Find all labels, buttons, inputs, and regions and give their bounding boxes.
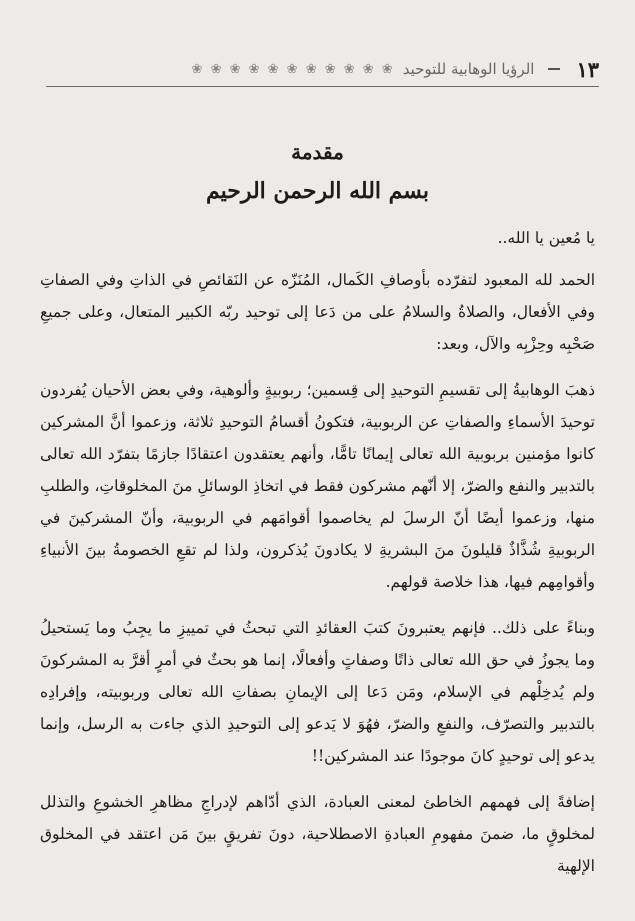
paragraph: الحمد لله المعبود لتفرّده بأوصافِ الكَمال، المُنَزّه عن النَقائصِ في الذاتِ وفي الصفاتِ وفي الأفعال، والصلاةُ والسلامُ على من دَعا إلى توحيد ربّه الكبير المتعال، وعلى جميعِ صَحْبِه وحِزْبِه والآل، وبعد: [40,271,595,353]
page-body [40,140,595,896]
page-number: ١٣ [576,56,599,82]
running-header [46,52,599,87]
paragraph: ذهبَ الوهابيةُ إلى تقسيمِ التوحيدِ إلى قِسمين؛ ربوبيةٍ وألوهية، وفي بعض الأحيان يُفردون توحيدَ الأسماءِ والصفاتِ عن الربوبية، فتكونُ أقسامُ التوحيدِ ثلاثة، وزعموا أنَّ المشركين كانوا مؤمنين بربوبية الله تعالى إيمانًا تامًّا، وأنهم يعتقدون اعتقادًا جازمًا بتفرّد الله تعالى بالتدبير والنفع والضرّ، إلا أنّهم مشركون فقط في اتخاذِ الوسائلِ منَ المخلوقاتِ، والطلبِ منها، وزعموا أيضًا أنّ الرسلَ لم يخاصموا أقوامَهم في الربوبية، وأنّ المشركينَ في الربوبيةِ شُذَّاذٌ قليلونَ منَ البشريةِ لا يكادونَ يُذكرون، ولذا لم تقعِ الخصومةُ بينَ الأنبياءِ وأقوامِهم فيها، هذا خلاصة قولهم. [40,381,595,591]
section-heading: مقدمة [291,140,344,164]
paragraph: إضافةً إلى فهمهم الخاطئ لمعنى العبادة، الذي أدّاهم لإدراجِ مظاهرِ الخشوعِ والتذلل لمخلوقٍ ما، ضمنَ مفهومِ العبادةِ الاصطلاحية، دونَ تفريقٍ بينَ مَن اعتقد في المخلوق الإلهية [40,793,595,875]
paragraph: يا مُعين يا الله.. [497,229,595,247]
paragraph: وبناءً على ذلك.. فإنهم يعتبرونَ كتبَ العقائدِ التي تبحثُ في تمييزِ ما يجِبُ وما يَستحيلُ وما يجوزُ في حق الله تعالى ذاتًا وصفاتٍ وأفعالًا، إنما هو بحثٌ في أمرٍ أقرَّ به المشركونَ ولم يُدخِلْهم في الإسلام، ومَن دَعا إلى الإيمانِ بصفاتِ الله تعالى وربوبيته، وإفرادِه بالتدبير والتصرّف، والنفعِ والضرّ، فهُوَ لا يَدعو إلى التوحيدِ الذي جاءت به الرسل، وإنما يدعو إلى توحيدٍ كانَ موجودًا عند المشركين!! [40,619,595,765]
running-title: الرؤيا الوهابية للتوحيد [402,60,535,78]
basmala: بسم الله الرحمن الرحيم [205,178,430,204]
header-dash [548,68,560,70]
ornament-border: ❀ ❀ ❀ ❀ ❀ ❀ ❀ ❀ ❀ ❀ ❀ [191,61,395,77]
